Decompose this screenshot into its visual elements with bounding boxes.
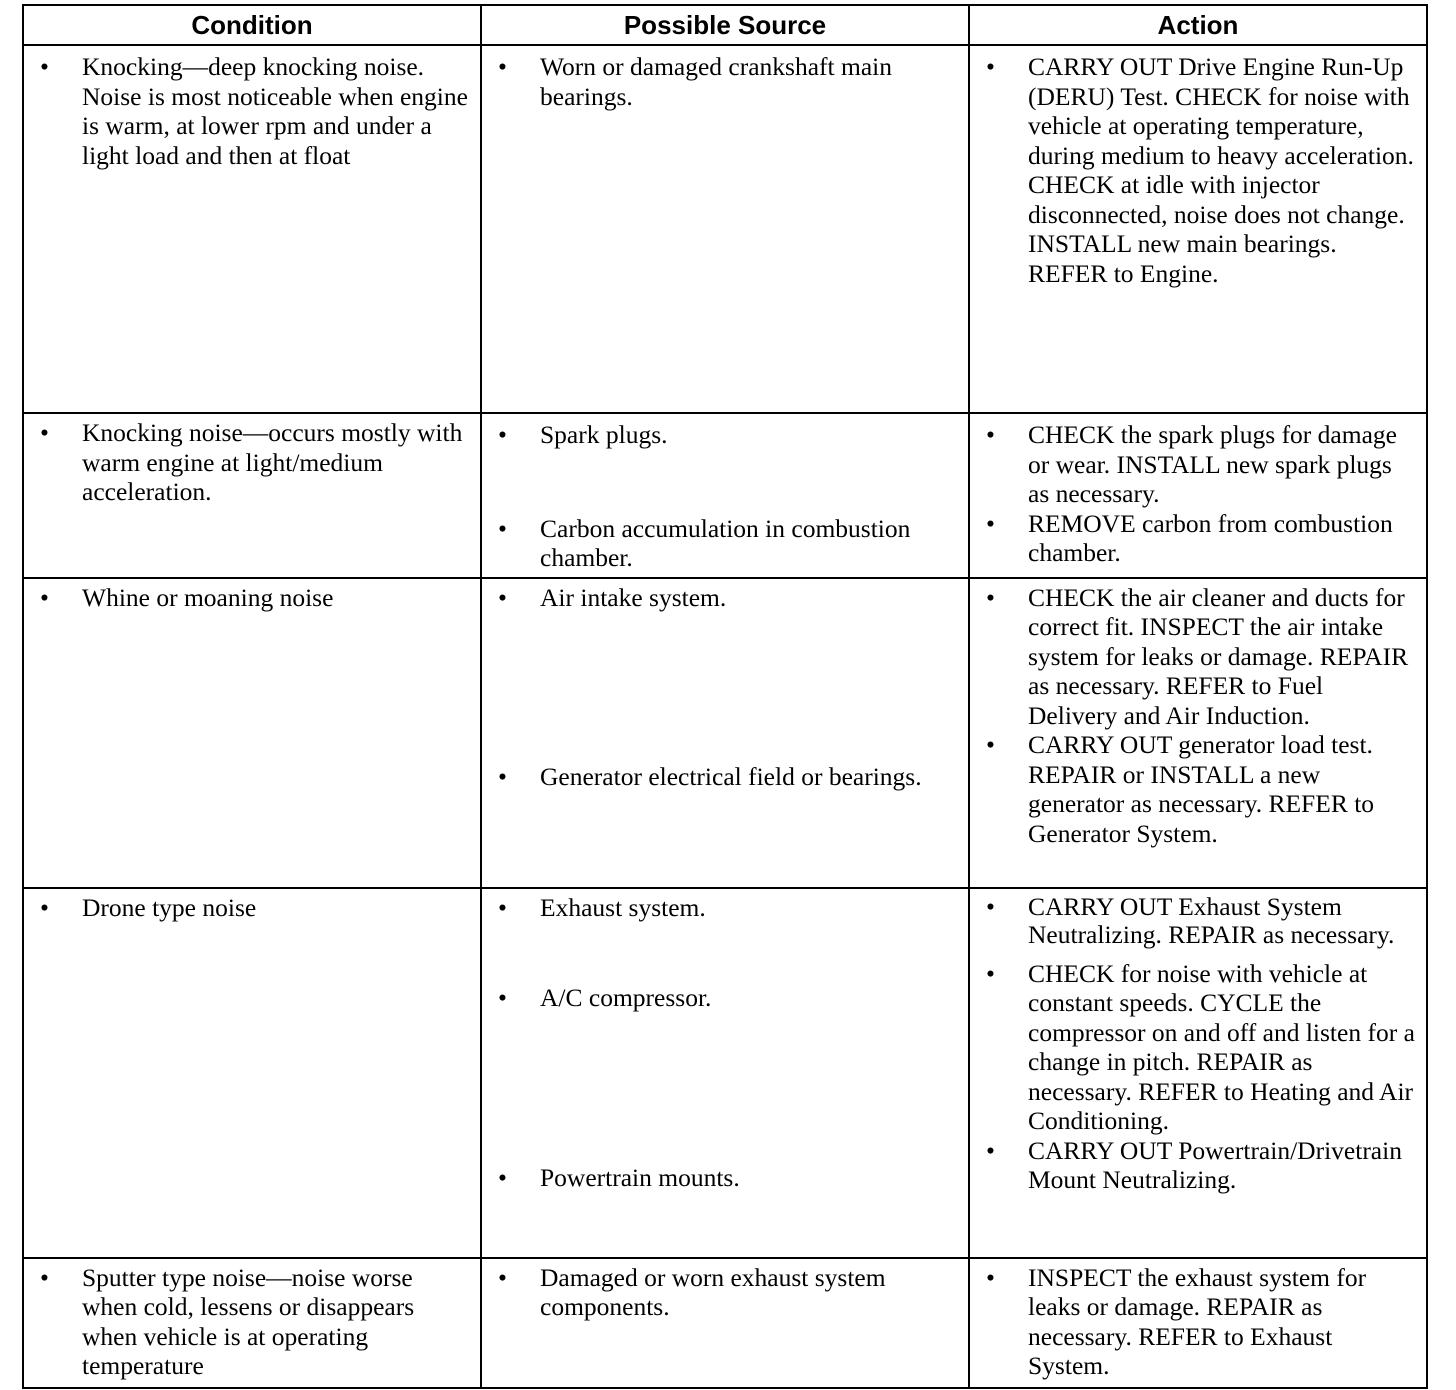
source-text: Exhaust system. (540, 892, 706, 922)
condition-cell (23, 45, 481, 413)
header-possible-source: Possible Source (481, 5, 969, 45)
action-text: INSPECT the exhaust system for leaks or damage. REPAIR as necessary. REFER to Exhaust System. (1028, 1262, 1367, 1380)
bullet: • (986, 1262, 995, 1292)
table-header-row (23, 5, 1427, 45)
table-row (23, 1258, 1427, 1388)
source-text: Damaged or worn exhaust system components. (540, 1262, 886, 1321)
bullet: • (986, 891, 995, 921)
action-cell (969, 1258, 1427, 1388)
bullet: • (986, 508, 995, 538)
bullet: • (498, 513, 507, 543)
action-text: CHECK the spark plugs for damage or wear. INSTALL new spark plugs as necessary. (1028, 420, 1397, 508)
action-cell (969, 413, 1427, 578)
action-cell (969, 888, 1427, 1258)
action-text: CHECK the air cleaner and ducts for correct fit. INSPECT the air intake system for leaks or damage. REPAIR as necessary. REFER to Fuel Delivery and Air Induction. (1028, 582, 1409, 730)
bullet: • (40, 418, 49, 447)
bullet: • (40, 1262, 49, 1292)
source-cell (481, 413, 969, 578)
source-text: Worn or damaged crankshaft main bearings. (540, 52, 892, 111)
source-text: Carbon accumulation in combustion chamber. (540, 513, 911, 572)
table-row (23, 578, 1427, 888)
bullet: • (986, 1135, 995, 1165)
source-text: Spark plugs. (540, 420, 668, 449)
condition-text: Whine or moaning noise (82, 582, 334, 612)
condition-text: Sputter type noise—noise worse when cold, lessens or disappears when vehicle is at operating temperature (82, 1262, 415, 1380)
table-row (23, 413, 1427, 578)
source-text: A/C compressor. (540, 983, 712, 1012)
bullet: • (986, 730, 995, 759)
bullet: • (498, 582, 507, 612)
bullet: • (498, 892, 507, 922)
bullet: • (986, 958, 995, 988)
source-cell (481, 578, 969, 888)
bullet: • (498, 1162, 507, 1192)
source-cell (481, 1258, 969, 1388)
header-condition: Condition (23, 5, 481, 45)
diagnostic-table (22, 4, 1428, 1389)
bullet: • (986, 52, 995, 81)
bullet: • (498, 762, 507, 791)
condition-text: Knocking noise—occurs mostly with warm engine at light/medium acceleration. (82, 418, 463, 506)
condition-cell (23, 413, 481, 578)
bullet: • (40, 582, 49, 612)
source-text: Generator electrical field or bearings. (540, 762, 922, 791)
source-cell (481, 888, 969, 1258)
condition-cell (23, 578, 481, 888)
bullet: • (498, 1262, 507, 1292)
condition-cell (23, 888, 481, 1258)
bullet: • (40, 892, 49, 922)
source-text: Powertrain mounts. (540, 1162, 740, 1192)
action-text: CARRY OUT Powertrain/Drivetrain Mount Neutralizing. (1028, 1135, 1402, 1194)
source-cell (481, 45, 969, 413)
table-row (23, 888, 1427, 1258)
bullet: • (498, 52, 507, 81)
action-text: REMOVE carbon from combustion chamber. (1028, 508, 1393, 567)
action-text: CARRY OUT Exhaust System Neutralizing. REPAIR as necessary. (1028, 891, 1395, 949)
action-text: CARRY OUT generator load test. REPAIR or INSTALL a new generator as necessary. REFER to Generator System. (1028, 730, 1375, 848)
condition-cell (23, 1258, 481, 1388)
bullet: • (40, 52, 49, 81)
action-text: CARRY OUT Drive Engine Run-Up (DERU) Test. CHECK for noise with vehicle at operating temperature, during medium to heavy acceleration. CHECK at idle with injector disconnected, noise does not change. INSTALL new main bearings. REFER to Engine. (1028, 52, 1414, 288)
table-row (23, 45, 1427, 413)
action-text: CHECK for noise with vehicle at constant speeds. CYCLE the compressor on and off and listen for a change in pitch. REPAIR as necessary. REFER to Heating and Air Conditioning. (1028, 958, 1415, 1135)
action-cell (969, 45, 1427, 413)
diagnostic-table-page (22, 4, 1426, 1389)
bullet: • (498, 420, 507, 449)
condition-text: Drone type noise (82, 892, 257, 922)
condition-text: Knocking—deep knocking noise. Noise is most noticeable when engine is warm, at lower rpm and under a light load and then at float (82, 52, 468, 170)
source-text: Air intake system. (540, 582, 727, 612)
action-cell (969, 578, 1427, 888)
bullet: • (986, 420, 995, 449)
bullet: • (498, 983, 507, 1012)
header-action: Action (969, 5, 1427, 45)
bullet: • (986, 582, 995, 612)
